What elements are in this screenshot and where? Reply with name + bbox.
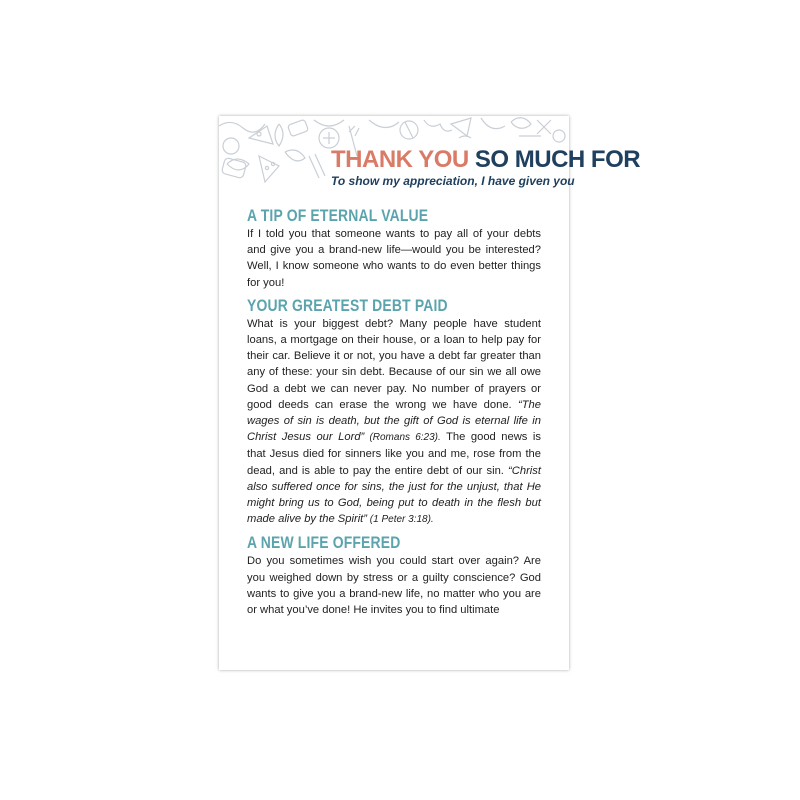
banner-title xyxy=(331,146,641,174)
banner-title-highlight: THANK YOU xyxy=(331,146,469,173)
tract-card xyxy=(219,116,641,670)
banner-title-rest: SO MUCH FOR xyxy=(468,146,641,173)
romans-quote: “The wages of sin is death, but the gift of God is eternal life in Christ Jesus our Lord” xyxy=(247,398,541,444)
peter-reference: (1 Peter 3:18). xyxy=(367,514,434,526)
section-heading-tip: A TIP OF ETERNAL VALUE xyxy=(247,206,429,225)
peter-quote: “Christ also suffered once for sins, the just for the unjust, that He might bring us to God, being put to death in the flesh but made alive by the Spirit” xyxy=(247,464,541,526)
banner-subtitle: To show my appreciation, I have given you xyxy=(331,174,575,188)
debt-text-2: The good news is that Jesus died for sinners like you and me, rose from the dead, and is able to pay the entire debt of our sin. xyxy=(247,431,541,477)
section-text-new-life: Do you sometimes wish you could start over again? Are you weighed down by stress or a guilty conscience? God wants to give you a brand-new life, no matter who you are or what you’ve done! He invites you to find ultimate xyxy=(247,555,541,617)
section-text-debt xyxy=(247,316,541,529)
debt-text-1: What is your biggest debt? Many people have student loans, a mortgage on their house, or a loan to help pay for their car. Believe it or not, you have a debt far greater than any of these: your sin debt. Because of our sin we all owe God a debt we can never pay. No number of prayers or good deeds can erase the wrong we have done. xyxy=(247,317,541,411)
thank-you-banner xyxy=(331,146,641,189)
section-heading-new-life: A NEW LIFE OFFERED xyxy=(247,533,401,553)
section-text-tip: If I told you that someone wants to pay all of your debts and give you a brand-new life—would you be interested? Well, I know someone who wants to do even better things for you! xyxy=(247,228,541,289)
section-heading-debt: YOUR GREATEST DEBT PAID xyxy=(247,295,448,315)
tract-body xyxy=(247,206,541,623)
romans-reference: (Romans 6:23). xyxy=(364,432,441,444)
